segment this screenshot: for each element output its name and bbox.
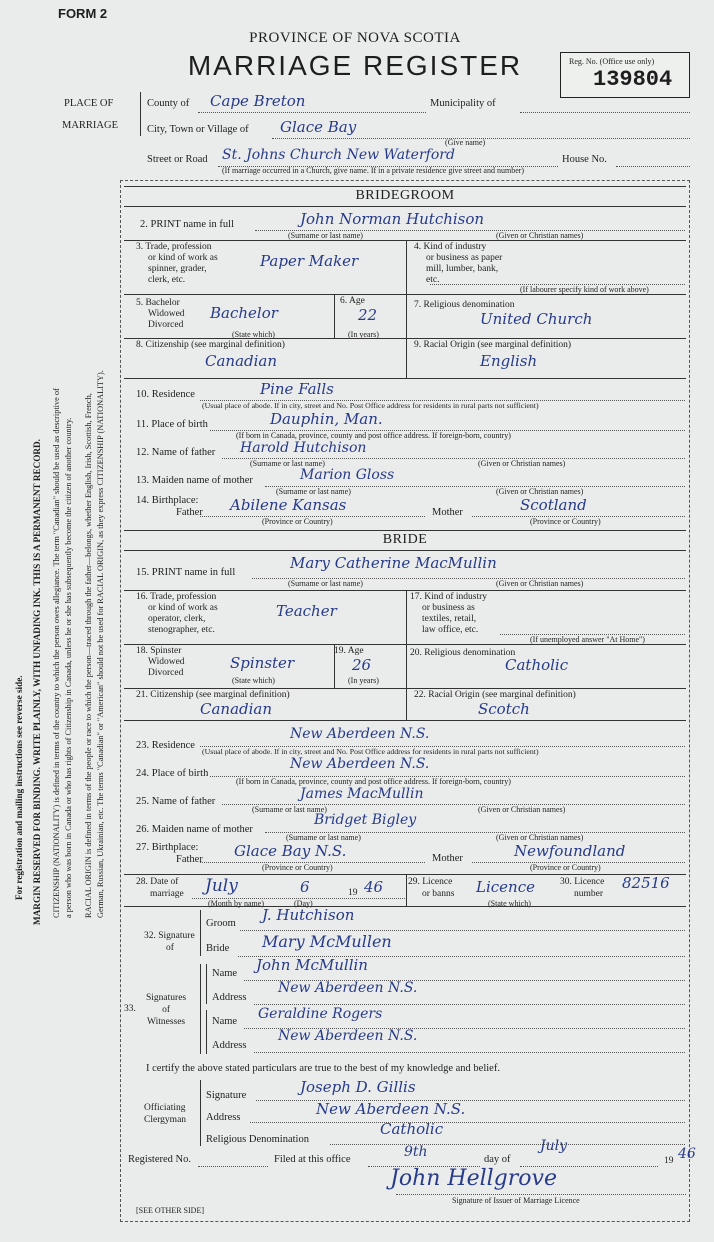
f14-prov-note-1: (Province or Country) [262,517,333,526]
bride-residence: New Aberdeen N.S. [290,726,430,742]
groom-racial-origin: English [480,352,538,370]
f4-note: (If labourer specify kind of work above) [520,285,649,294]
street-value: St. Johns Church New Waterford [222,147,455,163]
province-title: PROVINCE OF NOVA SCOTIA [249,30,461,46]
bride-name: Mary Catherine MacMullin [290,554,497,572]
f25-surname-note: (Surname or last name) [252,805,327,814]
f23-label: 23. Residence [136,740,195,751]
bride-father: James MacMullin [300,786,424,802]
form-number: FORM 2 [58,6,108,21]
f27-prov-note-2: (Province or Country) [530,863,601,872]
f26-given-note: (Given or Christian names) [496,833,584,842]
groom-occupation: Paper Maker [260,252,359,270]
marriage-month: July [205,876,238,896]
form-title: MARRIAGE REGISTER [187,50,523,81]
groom-signature: J. Hutchison [262,906,355,924]
reg-number-box [560,52,690,98]
day-of-label: day of [484,1154,511,1165]
f2-given-note: (Given or Christian names) [496,231,584,240]
bridegroom-heading: BRIDEGROOM [355,188,455,203]
witness1-address: New Aberdeen N.S. [278,980,418,996]
margin-racial-2: German, Russian, Ukrainian, etc. The terms "Canadian" or "American" should not be used for RACIAL ORIGIN, as they express CITIZENSHIP (NATIONALITY). [96,370,105,918]
see-other-side: [SEE OTHER SIDE] [136,1206,204,1215]
groom-mother-birthplace: Scotland [520,496,587,514]
margin-racial-1: RACIAL ORIGIN is defined in terms of the people or race to which the person—traced through the father—belongs, whether English, Irish, Scottish, French, [84,393,93,918]
f20-label: 20. Religious denomination [410,648,516,658]
f9-label: 9. Racial Origin (see marginal definition) [414,340,572,350]
bride-sig-label: Bride [206,943,230,954]
margin-instructions: For registration and mailing instructions see reverse side. [14,675,24,900]
f10-label: 10. Residence [136,389,195,400]
f26-surname-note: (Surname or last name) [286,833,361,842]
day-note: (Day) [294,899,313,908]
marriage-label: MARRIAGE [62,120,119,131]
f15-surname-note: (Surname or last name) [288,579,363,588]
f6-label: 6. Age [340,296,365,306]
f18-state-note: (State which) [232,676,275,685]
groom-mother: Marion Gloss [300,467,395,483]
clergy-signature: Joseph D. Gillis [300,1078,416,1096]
f2-label: 2. PRINT name in full [140,219,235,230]
clergy-sig-label: Signature [206,1090,247,1101]
certify-statement: I certify the above stated particulars are true to the best of my knowledge and belief. [146,1063,500,1074]
f13-given-note: (Given or Christian names) [496,487,584,496]
f15-given-note: (Given or Christian names) [496,579,584,588]
f18-label: 18. Spinster Widowed Divorced [136,646,185,678]
groom-birthplace: Dauphin, Man. [270,410,383,428]
groom-citizenship: Canadian [205,352,278,370]
w1-address-label: Address [212,992,247,1003]
f24-label: 24. Place of birth [136,768,209,779]
reg-number-label: Reg. No. (Office use only) [569,57,655,66]
city-label: City, Town or Village of [147,124,249,135]
give-name-note: (Give name) [445,138,486,147]
witness2-address: New Aberdeen N.S. [278,1028,418,1044]
clergy-denomination: Catholic [380,1120,444,1138]
bride-father-birthplace: Glace Bay N.S. [234,842,347,860]
bride-signature: Mary McMullen [262,932,392,951]
clergy-address-label: Address [206,1112,241,1123]
f30-label: 30. Licence number [560,877,605,899]
filed-label: Filed at this office [274,1154,351,1165]
place-of-label: PLACE OF [64,98,114,109]
f26-label: 26. Maiden name of mother [136,824,253,835]
f28-label: 28. Date of marriage [136,877,184,899]
registered-label: Registered No. [128,1154,191,1165]
filed-year: 46 [678,1146,696,1162]
groom-age: 22 [358,306,378,324]
bride-occupation: Teacher [276,602,337,620]
reg-number: 139804 [593,67,673,92]
f17-note: (If unemployed answer "At Home") [530,635,645,644]
f27-label: 27. Birthplace: Father [136,842,203,865]
bride-age: 26 [352,656,372,674]
margin-binding: MARGIN RESERVED FOR BINDING. WRITE PLAINLY, WITH UNFADING INK. THIS IS A PERMANENT RECORD. [32,439,42,925]
house-label: House No. [562,154,607,165]
f16-label: 16. Trade, profession or kind of work as operator, clerk, stenographer, etc. [136,592,218,635]
groom-status: Bachelor [210,304,278,322]
filed-day: 9th [404,1144,428,1160]
f12-label: 12. Name of father [136,447,216,458]
street-label: Street or Road [147,154,208,165]
f14-mother-label: Mother [432,507,463,518]
bride-religion: Catholic [505,656,569,674]
f21-label: 21. Citizenship (see marginal definition) [136,690,290,700]
county-value: Cape Breton [210,92,306,110]
f25-given-note: (Given or Christian names) [478,805,566,814]
f32-label: 32. Signature of [144,931,195,953]
bride-citizenship: Canadian [200,700,273,718]
licence-number: 82516 [622,874,670,892]
f4-label: 4. Kind of industry or business as paper mill, lumber, bank, etc. [414,242,503,285]
municipality-label: Municipality of [430,98,496,109]
f3-label: 3. Trade, profession or kind of work as spinner, grader, clerk, etc. [136,242,218,285]
witness1-name: John McMullin [256,956,368,974]
f15-label: 15. PRINT name in full [136,567,236,578]
f7-label: 7. Religious denomination [414,300,515,310]
f13-label: 13. Maiden name of mother [136,475,253,486]
bride-racial-origin: Scotch [478,700,530,718]
clergy-denom-label: Religious Denomination [206,1134,309,1145]
f12-given-note: (Given or Christian names) [478,459,566,468]
f12-surname-note: (Surname or last name) [250,459,325,468]
f19-label: 19. Age [334,646,364,656]
bride-status: Spinster [230,654,295,672]
f13-surname-note: (Surname or last name) [276,487,351,496]
f23-note: (Usual place of abode. If in city, street and No. Post Office address for residents in rural parts not sufficient) [202,747,539,756]
f29-state-note: (State which) [488,899,531,908]
f5-label: 5. Bachelor Widowed Divorced [136,298,185,330]
f14-prov-note-2: (Province or Country) [530,517,601,526]
county-label: County of [147,98,190,109]
w1-name-label: Name [212,968,238,979]
issuer-signature: John Hellgrove [390,1166,557,1191]
bride-birthplace: New Aberdeen N.S. [290,756,430,772]
f27-mother-label: Mother [432,853,463,864]
street-note: (If marriage occurred in a Church, give name. If in a private residence give street and number) [222,166,525,175]
clergy-address: New Aberdeen N.S. [316,1100,466,1118]
w2-address-label: Address [212,1040,247,1051]
f29-label: 29. Licence or banns [408,877,455,899]
groom-sig-label: Groom [206,918,236,929]
bride-mother-birthplace: Newfoundland [514,842,626,860]
f27-prov-note-1: (Province or Country) [262,863,333,872]
f6-years-note: (In years) [348,330,379,339]
marriage-year: 46 [364,878,384,896]
marriage-day: 6 [300,878,310,896]
f8-label: 8. Citizenship (see marginal definition) [136,340,285,350]
groom-residence: Pine Falls [260,380,334,398]
f11-label: 11. Place of birth [136,419,208,430]
f2-surname-note: (Surname or last name) [288,231,363,240]
officiating-label: Officiating Clergyman [144,1103,187,1125]
year-prefix: 19 [348,888,358,898]
f11-note: (If born in Canada, province, county and post office address. If foreign-born, country) [236,431,511,440]
groom-name: John Norman Hutchison [300,210,485,228]
f14-label: 14. Birthplace: Father [136,495,203,518]
month-note: (Month by name) [208,899,264,908]
witness2-name: Geraldine Rogers [258,1006,383,1022]
city-value: Glace Bay [280,118,357,136]
f5-state-note: (State which) [232,330,275,339]
margin-citizenship-2: a person who was born in Canada or who has rights of Citizenship in Canada, unless he or she has subsequently become the citizen of another country. [64,417,73,918]
w2-name-label: Name [212,1016,238,1027]
bride-heading: BRIDE [382,532,428,547]
groom-father-birthplace: Abilene Kansas [230,496,347,514]
licence-or-banns: Licence [476,878,535,896]
f33-label: 33. [124,1004,136,1014]
groom-father: Harold Hutchison [240,440,367,456]
bride-mother: Bridget Bigley [314,812,417,828]
groom-religion: United Church [480,310,593,328]
f17-label: 17. Kind of industry or business as textiles, retail, law office, etc. [410,592,488,635]
filed-year-prefix: 19 [664,1156,674,1166]
f22-label: 22. Racial Origin (see marginal definition) [414,690,576,700]
witness-label: Signatures of Witnesses [146,993,187,1027]
margin-citizenship-1: CITIZENSHIP (NATIONALITY) is defined in terms of the country to which the person owes allegiance. The term "Canadian" should be used as descriptive of [52,388,61,918]
f19-years-note: (In years) [348,676,379,685]
filed-month: July [540,1138,568,1154]
f10-note: (Usual place of abode. If in city, street and No. Post Office address for residents in rural parts not sufficient) [202,401,539,410]
f25-label: 25. Name of father [136,796,216,807]
f24-note: (If born in Canada, province, county and post office address. If foreign-born, country) [236,777,511,786]
issuer-label: Signature of Issuer of Marriage Licence [452,1196,580,1205]
